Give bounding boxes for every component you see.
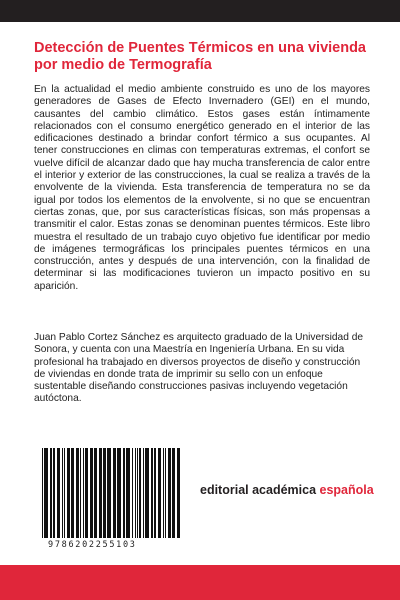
- book-description: En la actualidad el medio ambiente construido es uno de los mayores generadores de Gases de Efecto Invernadero (GEI) en el mundo, causantes del cambio climático. Estos gases están íntimamente relacionados con el consumo energético generado en el interior de las edificaciones destinado a brindar confort térmico a sus ocupantes. Al tener construcciones en climas con temperaturas extremas, el confort se vuelve difícil de alcanzar dado que hay mucha transferencia de calor entre el interior y exterior de las construcciones, la cual se realiza a través de la envolvente de la vivienda. Esta transferencia de temperatura no se da igual por todos los elementos de la envolvente, si no que se encuentran ciertas zonas, que, por sus características físicas, son más propensas a transmitir el calor. Estas zonas se denominan puentes térmicos. Este libro muestra el resultado de un trabajo cuyo objetivo fue identificar por medio de imágenes termográficas los principales puentes térmicos en una construcción, antes y después de una intervención, con la finalidad de determinar si las modificaciones tuvieron un impacto positivo en su aparición.: [34, 84, 370, 292]
- bottom-bar: [0, 565, 400, 600]
- barcode-bar: [85, 448, 88, 538]
- barcode-bar: [103, 448, 106, 538]
- barcode-bar: [126, 448, 130, 538]
- publisher-name-main: editorial académica: [200, 483, 317, 497]
- publisher-name: [200, 483, 374, 497]
- barcode-bar: [99, 448, 102, 538]
- barcode-bars: [34, 448, 184, 543]
- barcode-bar: [139, 448, 141, 538]
- barcode-bar: [107, 448, 111, 538]
- barcode-bar: [163, 448, 164, 538]
- barcode-bar: [53, 448, 55, 538]
- barcode-bar: [50, 448, 52, 538]
- publisher-name-accent: española: [319, 483, 374, 497]
- barcode-bar: [94, 448, 97, 538]
- barcode-bar: [44, 448, 48, 538]
- barcode-bar: [132, 448, 133, 538]
- barcode-bar: [168, 448, 171, 538]
- barcode-bar: [76, 448, 79, 538]
- barcode-bar: [151, 448, 153, 538]
- isbn-digits: 9786202255103: [48, 540, 137, 550]
- barcode-bar: [123, 448, 125, 538]
- barcode-bar: [62, 448, 63, 538]
- barcode-bar: [64, 448, 65, 538]
- barcode-bar: [67, 448, 70, 538]
- barcode-bar: [137, 448, 138, 538]
- barcode-bar: [80, 448, 81, 538]
- barcode-bar: [154, 448, 156, 538]
- barcode-bar: [42, 448, 43, 538]
- barcode-bar: [177, 448, 180, 538]
- barcode-bar: [143, 448, 144, 538]
- barcode: [34, 448, 184, 556]
- barcode-bar: [90, 448, 93, 538]
- top-bar: [0, 0, 400, 22]
- barcode-bar: [83, 448, 84, 538]
- barcode-bar: [158, 448, 161, 538]
- barcode-bar: [117, 448, 121, 538]
- barcode-bar: [165, 448, 166, 538]
- author-bio: Juan Pablo Cortez Sánchez es arquitecto graduado de la Universidad de Sonora, y cuenta con una Maestría en Ingeniería Urbana. En su vida profesional ha trabajado en diversos proyectos de diseño y construcción de viviendas en donde trata de imprimir su sello con un enfoque sustentable diseñando construcciones pasivas incluyendo vegetación autóctona.: [34, 332, 364, 405]
- barcode-bar: [57, 448, 60, 538]
- barcode-bar: [172, 448, 175, 538]
- barcode-bar: [135, 448, 136, 538]
- barcode-bar: [113, 448, 116, 538]
- barcode-bar: [145, 448, 149, 538]
- barcode-bar: [71, 448, 74, 538]
- book-title: Detección de Puentes Térmicos en una vivienda por medio de Termografía: [34, 40, 366, 73]
